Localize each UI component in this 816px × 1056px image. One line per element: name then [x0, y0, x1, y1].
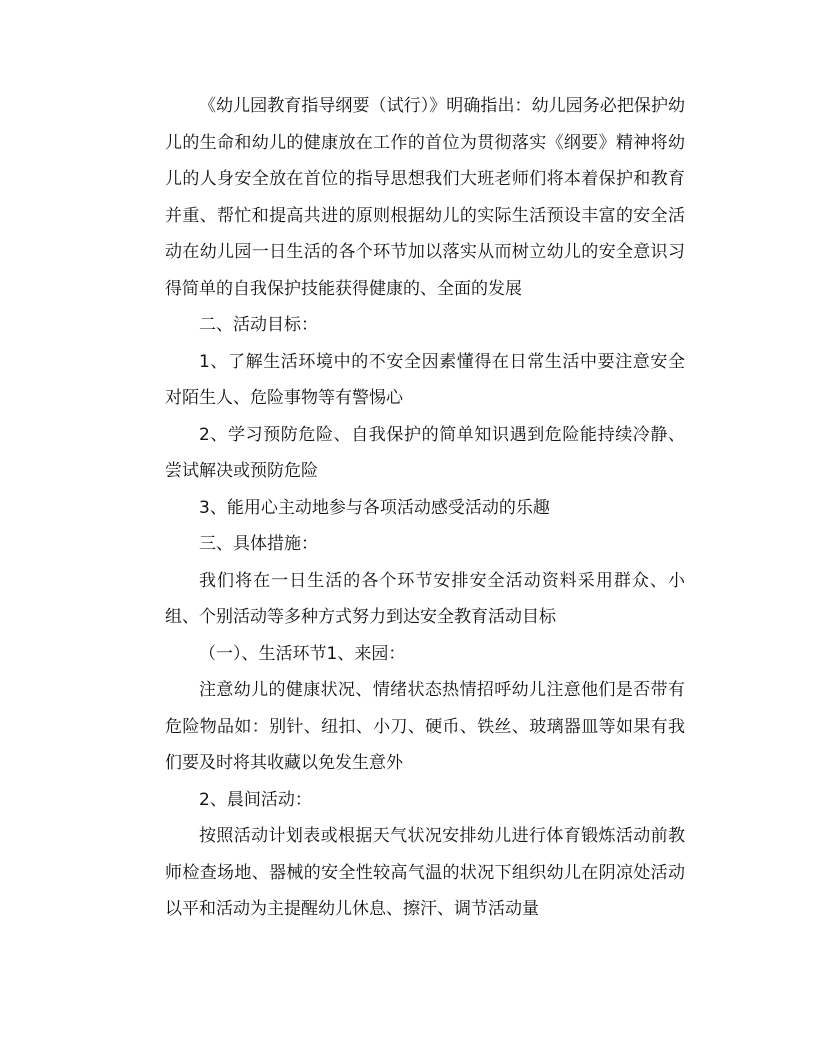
subheading-morning-activity: 2、晨间活动：: [199, 789, 312, 810]
subheading-arrival: （一）、生活环节1、来园：: [199, 643, 406, 664]
goal-item-2: 2、学习预防危险、自我保护的简单知识遇到危险能持续冷静、尝试解决或预防危险: [165, 424, 685, 481]
goal-item-3: 3、能用心主动地参与各项活动感受活动的乐趣: [199, 497, 550, 518]
document-body: [165, 88, 685, 928]
paragraph-morning-activity: 按照活动计划表或根据天气状况安排幼儿进行体育锻炼活动前教师检查场地、器械的安全性较高气温的状况下组织幼儿在阴凉处活动以平和活动为主提醒幼儿休息、擦汗、调节活动量: [165, 826, 685, 919]
heading-activity-goals: 二、活动目标：: [199, 315, 318, 335]
heading-specific-measures: 三、具体措施：: [199, 534, 318, 554]
goal-item-1: 1、了解生活环境中的不安全因素懂得在日常生活中要注意安全对陌生人、危险事物等有警惕心: [165, 351, 685, 408]
paragraph-measures-intro: 我们将在一日生活的各个环节安排安全活动资料采用群众、小组、个别活动等多种方式努力到达安全教育活动目标: [165, 570, 685, 627]
paragraph-intro: 《幼儿园教育指导纲要（试行）》明确指出：幼儿园务必把保护幼儿的生命和幼儿的健康放在工作的首位为贯彻落实《纲要》精神将幼儿的人身安全放在首位的指导思想我们大班老师们将本着保护和教育并重、帮忙和提高共进的原则根据幼儿的实际生活预设丰富的安全活动在幼儿园一日生活的各个环节加以落实从而树立幼儿的安全意识习得简单的自我保护技能获得健康的、全面的发展: [165, 96, 685, 299]
paragraph-arrival: 注意幼儿的健康状况、情绪状态热情招呼幼儿注意他们是否带有危险物品如：别针、纽扣、小刀、硬币、铁丝、玻璃器皿等如果有我们要及时将其收藏以免发生意外: [165, 680, 685, 773]
